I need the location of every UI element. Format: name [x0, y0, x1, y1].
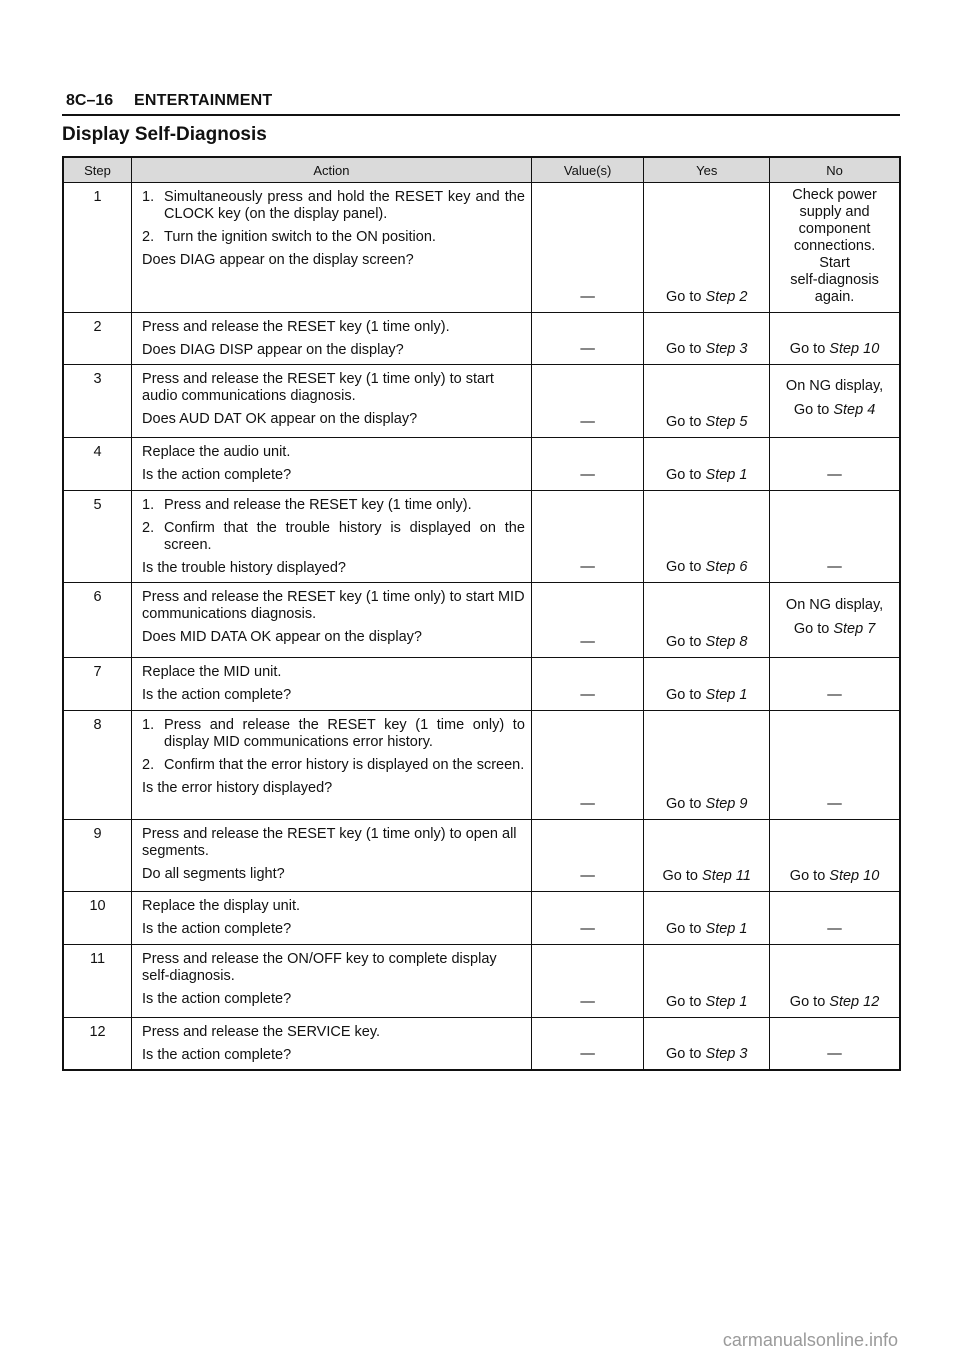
yes-goto-label: Go to [666, 1045, 702, 1062]
action-text: Press and release the RESET key (1 time only) to open all segments. [142, 826, 517, 859]
value-cell: — [531, 313, 643, 365]
table-row [63, 365, 900, 438]
no-value: — [827, 467, 842, 483]
table-row [63, 658, 900, 711]
yes-cell [644, 820, 770, 892]
no-value: — [827, 559, 842, 575]
instruction-text: Press and release the RESET key (1 time only). [164, 497, 472, 513]
column-header-action: Action [132, 157, 532, 183]
yes-goto-step: Step 1 [705, 467, 748, 483]
instruction-number: 1. [142, 189, 155, 205]
no-cell [770, 183, 900, 313]
no-goto-label: Go to [789, 868, 826, 884]
action-text: Replace the display unit. [142, 898, 301, 914]
yes-goto-label: Go to [666, 414, 702, 430]
action-text: Press and release the RESET key (1 time only) to start audio communications diagnosis. [142, 371, 494, 404]
step-number: 8 [63, 711, 132, 820]
section-number: 8C–16 [66, 92, 114, 109]
action-text: Is the action complete? [142, 1047, 292, 1063]
yes-cell [644, 711, 770, 820]
yes-goto-label: Go to [666, 796, 702, 812]
action-text: Replace the MID unit. [142, 664, 282, 680]
table-row [63, 183, 900, 313]
step-number: 2 [63, 313, 132, 365]
table-row [63, 892, 900, 945]
yes-cell [644, 945, 770, 1018]
yes-cell [644, 892, 770, 945]
yes-goto-step: Step 1 [705, 921, 748, 937]
yes-goto-label: Go to [666, 559, 702, 575]
no-goto-step: Step 10 [829, 868, 880, 884]
yes-goto-step: Step 1 [705, 687, 748, 703]
no-value: — [827, 796, 842, 812]
yes-goto-step: Step 11 [702, 868, 751, 884]
section-name: ENTERTAINMENT [134, 92, 273, 109]
yes-goto-step: Step 1 [705, 994, 748, 1010]
action-cell [132, 711, 532, 820]
column-header-step: Step [63, 157, 132, 183]
diagnosis-table [62, 156, 901, 1071]
no-cell [770, 313, 900, 365]
value-cell: — [531, 183, 643, 313]
yes-goto-label: Go to [666, 921, 702, 937]
step-number: 3 [63, 365, 132, 438]
yes-goto-label: Go to [666, 687, 702, 703]
instruction-text: Simultaneously press and hold the RESET key and the CLOCK key (on the display panel). [164, 189, 525, 222]
instruction-text: Confirm that the error history is displayed on the screen. [164, 757, 525, 773]
no-goto-label: Go to [789, 341, 826, 357]
no-ng-display-text: On NG display, [785, 596, 884, 613]
table-row [63, 583, 900, 658]
no-action-text: connections. [793, 238, 876, 254]
yes-cell [644, 1018, 770, 1070]
action-text: Replace the audio unit. [142, 444, 291, 460]
yes-goto-label: Go to [666, 341, 702, 357]
no-goto-step: Step 4 [833, 401, 876, 418]
table-row [63, 438, 900, 491]
action-text: Press and release the RESET key (1 time only). [142, 319, 450, 335]
no-goto-label: Go to [793, 401, 830, 418]
no-cell [770, 711, 900, 820]
table-row [63, 711, 900, 820]
action-text: Is the action complete? [142, 921, 292, 937]
action-text: Does DIAG DISP appear on the display? [142, 342, 404, 358]
numbered-instruction [142, 717, 525, 751]
table-row [63, 945, 900, 1018]
yes-cell [644, 658, 770, 711]
yes-goto-label: Go to [666, 634, 702, 650]
yes-goto-label: Go to [666, 467, 702, 483]
instruction-text: Press and release the RESET key (1 time only) to display MID communications error history. [164, 717, 525, 750]
no-cell [770, 658, 900, 711]
no-goto-step: Step 12 [829, 994, 880, 1010]
no-goto-step: Step 7 [833, 620, 876, 637]
no-cell [770, 438, 900, 491]
value-cell: — [531, 820, 643, 892]
instruction-number: 1. [142, 497, 155, 513]
numbered-instruction [142, 757, 525, 774]
action-cell [132, 183, 532, 313]
step-number: 12 [63, 1018, 132, 1070]
value-cell: — [531, 365, 643, 438]
action-cell [132, 658, 532, 711]
action-cell [132, 313, 532, 365]
action-text: Press and release the RESET key (1 time only) to start MID communications diagnosis. [142, 589, 525, 622]
yes-goto-step: Step 8 [705, 634, 748, 650]
action-cell [132, 820, 532, 892]
action-text: Is the action complete? [142, 467, 292, 483]
action-text: Do all segments light? [142, 866, 285, 882]
yes-cell [644, 313, 770, 365]
yes-goto-step: Step 6 [705, 559, 748, 575]
step-number: 11 [63, 945, 132, 1018]
action-cell [132, 583, 532, 658]
column-header-yes: Yes [644, 157, 770, 183]
numbered-instruction [142, 189, 525, 223]
no-cell [770, 892, 900, 945]
yes-goto-step: Step 3 [705, 1045, 748, 1062]
page-title: Display Self-Diagnosis [62, 124, 267, 145]
column-header-no: No [770, 157, 900, 183]
action-text: Does MID DATA OK appear on the display? [142, 629, 422, 645]
action-text: Does DIAG appear on the display screen? [142, 252, 414, 268]
action-text: Is the error history displayed? [142, 780, 333, 796]
no-cell [770, 820, 900, 892]
value-cell: — [531, 491, 643, 583]
numbered-instruction [142, 229, 525, 246]
action-cell [132, 438, 532, 491]
table-row [63, 491, 900, 583]
table-header-row [63, 157, 900, 183]
yes-goto-step: Step 9 [705, 796, 748, 812]
yes-goto-label: Go to [666, 289, 702, 305]
no-cell [770, 1018, 900, 1070]
value-cell: — [531, 583, 643, 658]
yes-cell [644, 438, 770, 491]
step-number: 6 [63, 583, 132, 658]
no-cell [770, 945, 900, 1018]
no-action-text: supply and [799, 204, 870, 220]
action-cell [132, 1018, 532, 1070]
action-cell [132, 491, 532, 583]
value-cell: — [531, 1018, 643, 1070]
action-text: Is the action complete? [142, 991, 292, 1007]
step-number: 5 [63, 491, 132, 583]
column-header-values: Value(s) [531, 157, 643, 183]
yes-goto-label: Go to [666, 994, 702, 1010]
action-text: Press and release the SERVICE key. [142, 1024, 381, 1040]
no-value: — [827, 921, 842, 937]
instruction-number: 2. [142, 520, 155, 536]
table-row [63, 313, 900, 365]
no-action-text: component [798, 221, 871, 237]
no-action-text: self-diagnosis [790, 272, 879, 288]
action-text: Is the trouble history displayed? [142, 560, 346, 576]
no-goto-step: Step 10 [829, 341, 880, 357]
step-number: 10 [63, 892, 132, 945]
instruction-text: Confirm that the trouble history is displayed on the screen. [164, 520, 525, 553]
step-number: 7 [63, 658, 132, 711]
watermark: carmanualsonline.info [722, 1330, 898, 1350]
value-cell: — [531, 711, 643, 820]
page-header [62, 90, 900, 116]
table-row [63, 1018, 900, 1070]
step-number: 4 [63, 438, 132, 491]
yes-cell [644, 583, 770, 658]
yes-goto-step: Step 5 [705, 414, 748, 430]
action-text: Is the action complete? [142, 687, 292, 703]
no-action-text: Check power [792, 187, 877, 203]
no-goto-label: Go to [789, 994, 826, 1010]
value-cell: — [531, 892, 643, 945]
yes-cell [644, 491, 770, 583]
yes-goto-step: Step 3 [705, 341, 748, 357]
action-cell [132, 365, 532, 438]
action-text: Does AUD DAT OK appear on the display? [142, 411, 418, 427]
step-number: 1 [63, 183, 132, 313]
no-cell [770, 491, 900, 583]
yes-goto-step: Step 2 [705, 289, 748, 305]
yes-cell [644, 183, 770, 313]
no-action-text: again. [814, 289, 855, 305]
instruction-number: 2. [142, 757, 155, 773]
no-cell [770, 365, 900, 438]
numbered-instruction [142, 520, 525, 554]
no-cell [770, 583, 900, 658]
no-ng-display-text: On NG display, [785, 377, 884, 394]
action-cell [132, 892, 532, 945]
yes-goto-label: Go to [662, 868, 698, 884]
value-cell: — [531, 658, 643, 711]
table-body [63, 183, 900, 1070]
instruction-number: 2. [142, 229, 155, 245]
value-cell: — [531, 438, 643, 491]
step-number: 9 [63, 820, 132, 892]
value-cell: — [531, 945, 643, 1018]
action-cell [132, 945, 532, 1018]
table-row [63, 820, 900, 892]
instruction-text: Turn the ignition switch to the ON position. [164, 229, 436, 245]
instruction-number: 1. [142, 717, 155, 733]
yes-cell [644, 365, 770, 438]
action-text: Press and release the ON/OFF key to complete display self-diagnosis. [142, 951, 497, 984]
no-action-text: Start [819, 255, 850, 271]
no-value: — [827, 1045, 842, 1062]
numbered-instruction [142, 497, 525, 514]
no-goto-label: Go to [793, 620, 830, 637]
no-value: — [827, 687, 842, 703]
